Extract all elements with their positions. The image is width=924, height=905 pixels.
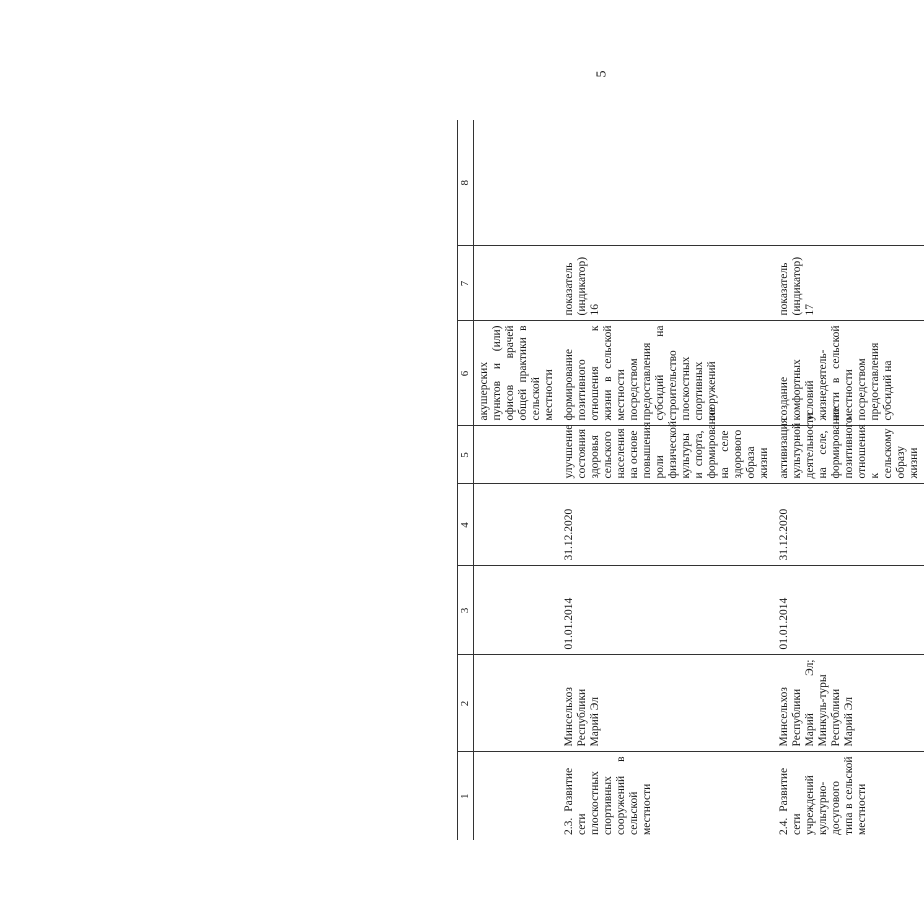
empty-cell	[774, 120, 924, 246]
activity-number: 2.3.	[563, 817, 575, 835]
executor-cell: Минсельхоз Республики Марий Эл; Минкуль-туры Республики Марий Эл	[774, 655, 924, 752]
table-row	[474, 120, 560, 840]
expected-result-cell: активизация культурной деятельности на селе, формирование позитивного отношения к сельскому образу жизни	[774, 426, 924, 484]
executor-cell	[474, 655, 560, 752]
end-date-cell: 31.12.2020	[559, 484, 774, 566]
table-row	[774, 120, 924, 840]
activity-name: Развитие сети плоскостных спортивных сооружений в сельской местности	[563, 756, 653, 835]
column-number: 8	[458, 120, 474, 246]
page-number: 5	[594, 70, 610, 78]
column-number: 3	[458, 566, 474, 655]
empty-cell	[559, 120, 774, 246]
indicator-cell	[474, 246, 560, 321]
column-number: 6	[458, 321, 474, 426]
column-number: 2	[458, 655, 474, 752]
activity-number: 2.4.	[778, 817, 790, 835]
empty-cell	[474, 120, 560, 246]
executor-cell: Минсельхоз Республики Марий Эл	[559, 655, 774, 752]
rotated-table-container	[457, 120, 920, 840]
start-date-cell	[474, 566, 560, 655]
effect-cell: акушерских пунктов и (или) офисов врачей общей практики в сельской местности	[474, 321, 560, 426]
column-number: 4	[458, 484, 474, 566]
expected-result-cell	[474, 426, 560, 484]
program-activities-table	[457, 120, 924, 840]
indicator-cell: показатель (индикатор) 16	[559, 246, 774, 321]
activity-name: Развитие сети учреждений культурно-досугового типа в сельской местности	[778, 756, 868, 835]
effect-cell: создание комфортных условий жизнедеятель-ности в сельской местности посредством предоставления субсидий на	[774, 321, 924, 426]
start-date-cell: 01.01.2014	[774, 566, 924, 655]
column-number: 5	[458, 426, 474, 484]
column-number-row	[458, 120, 474, 840]
end-date-cell: 31.12.2020	[774, 484, 924, 566]
column-number: 1	[458, 752, 474, 840]
end-date-cell	[474, 484, 560, 566]
table-row	[559, 120, 774, 840]
column-number: 7	[458, 246, 474, 321]
start-date-cell: 01.01.2014	[559, 566, 774, 655]
indicator-cell: показатель (индикатор) 17	[774, 246, 924, 321]
effect-cell: формирование позитивного отношения к жизни в сельской местности посредством предоставления субсидий на строительство плоскостных спортивных сооружений	[559, 321, 774, 426]
expected-result-cell: улучшение состояния здоровья сельского населения на основе повышения роли физической культуры и спорта, формирование на селе здорового образа жизни	[559, 426, 774, 484]
